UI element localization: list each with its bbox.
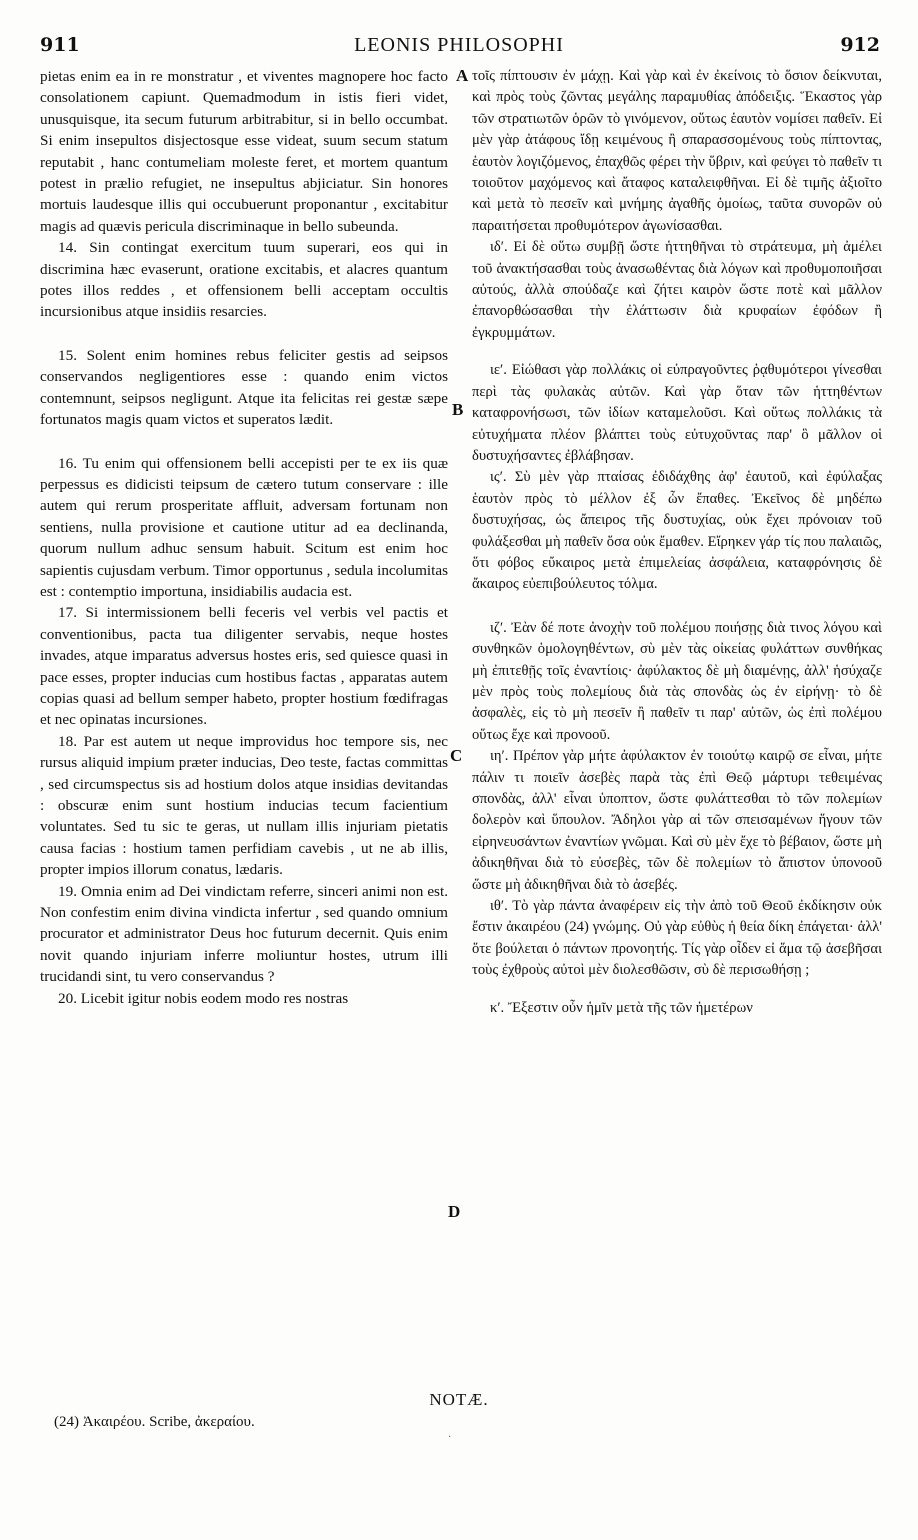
greek-paragraph-14: ιδʹ. Εἰ δὲ οὕτω συμβῇ ὥστε ἡττηθῆναι τὸ στράτευμα, μὴ ἀμέλει τοῦ ἀνακτήσασθαι τοὺς ἀνασωθέντας διὰ λόγων καὶ προθυμοποιῆσαι αὐτούς, ἀλλὰ σπούδαζε καὶ ζήτει καιρὸν ὥστε ποτὲ καὶ μᾶλλον ἐπανορθώσασθαι τὴν ἐλάττωσιν διὰ κρυφαίων ἐφόδων ἢ ἐγκρυμμάτων. xyxy=(472,239,882,341)
latin-paragraph-13-cont: pietas enim ea in re monstratur , et viventes magnopere hoc facto consolationem capiunt. Quemadmodum in istis fieri videt, unusquisque, ita secum futurum arbitrabitur, si in bello occumbat. Si enim insepultos disjectosque esse videat, suum secum statum reputabit , hanc contumeliam moleste feret, et mortem quantum potest in prælio refugiet, ne insepultus abjiciatur. Sin honores mortuis laudesque illis qui occubuerunt proponantur , excitabitur magis ad quævis pericula discriminaque in bello subeunda. xyxy=(40,68,448,235)
latin-paragraph-15: 15. Solent enim homines rebus feliciter gestis ad seipsos conservandos negligentiores esse : quando enim victos contemnunt, seipsos negligunt. Atque ita felicitas rei gestæ sæpe fortunatos magis quam victos et superatos lædit. xyxy=(40,346,448,429)
latin-paragraph-18: 18. Par est autem ut neque improvidus hoc tempore sis, nec rursus aliquid impium præter inducias, Deo teste, factas committas , sed circumspectus sis ad hostium dolos atque insidias devitandas : obscuræ enim sunt hostium inducias tecum facientium voluntates. Sed tu sic te geras, ut nullam illis injuriam pietatis causa facias : hostium tamen perfidiam cavebis , ut ne ab illis, propter impios illorum conatus, lædaris. xyxy=(40,732,448,879)
latin-paragraph-19: 19. Omnia enim ad Dei vindictam referre, sinceri animi non est. Non confestim enim divina vindicta infertur , sed quando omnium procurator et administrator Deus hoc futurum decernit. Quis enim novit quando injuriam inferre moliuntur hostes, utrum illi trucidandi sint, tu vero conservandus ? xyxy=(40,882,448,986)
latin-paragraph-17: 17. Si intermissionem belli feceris vel verbis vel pactis et conventionibus, pacta tua diligenter servabis, neque hostes invades, atque imparatus adversus hostes eris, sed quiesce quasi in pace esses, propter inducias cum hostibus factas , apparatas autem copias quasi ad bellum semper habeto, propter hostium fœdifragas et nec opinatas incursiones. xyxy=(40,604,448,729)
notes-heading: NOTÆ. xyxy=(429,1390,489,1409)
margin-marker-a: A xyxy=(456,66,469,85)
latin-paragraph-16: 16. Tu enim qui offensionem belli accepisti per te ex iis quæ perpessus es didicisti teipsum de cætero tutum conservare : ille autem qui rerum prosperitate affluit, adversam fortunam non sentiens, nulla provisione et cautione utitur ad ea declinanda, quorum nullum adhuc sensum habuit. Scitum est enim hoc sapientis cujusdam verbum. Timor opportunus , sedula incolumitas est : contemptio importuna, insidiabilis audacia est. xyxy=(40,454,448,600)
greek-paragraph-16: ιςʹ. Σὺ μὲν γὰρ πταίσας ἐδιδάχθης ἀφ' ἑαυτοῦ, καὶ ἐφύλαξας ἑαυτὸν πρὸς τὸ μέλλον ἐξ ὧν ἔπαθες. Ἐκεῖνος δὲ μηδέπω δυστυχήσας, ὡς ἄπειρος τῆς δυστυχίας, οὐκ ἔχει πρόνοιαν τοῦ φυλάξεσθαι μὴ παθεῖν ὅσα οὐκ ἔμαθεν. Εἴρηκεν γάρ τίς που παλαιῶς, ὅτι φόβος εὔκαιρος μετὰ ἐπιμελείας ἀσφάλεια, καταφρόνησις δὲ ἄκαιρος εὐεπιβούλευτος τόλμα. xyxy=(472,469,882,593)
greek-paragraph-20: κʹ. Ἔξεστιν οὖν ἡμῖν μετὰ τῆς τῶν ἡμετέρων xyxy=(490,999,753,1016)
page-number-left: 911 xyxy=(40,34,80,56)
latin-column xyxy=(40,66,448,1009)
margin-marker-c: C xyxy=(450,746,463,765)
page-number-right: 912 xyxy=(840,34,880,56)
bottom-dot-mark: · xyxy=(448,1432,452,1443)
greek-paragraph-13-cont: τοῖς πίπτουσιν ἐν μάχῃ. Καὶ γὰρ καὶ ἐν ἐκείνοις τὸ ὅσιον δείκνυται, καὶ πρὸς τοὺς ζῶντας μεγάλης παραμυθίας ἀπόδειξις. Ἕκαστος γὰρ τῶν στρατιωτῶν ὁρῶν τὸ γινόμενον, οὕτως ἑαυτὸν νομίσει παθεῖν. Εἰ μὲν γὰρ ἀτάφους ἴδῃ κειμένους ἢ σπαρασσομένους τοὺς πίπτοντας, ἑαυτὸν λογιζόμενος, ἐπαχθῶς φέρει τὴν ὕβριν, καὶ φεύγει τὸ παθεῖν τι τοιοῦτον μαχόμενος καὶ ἄταφος καταλειφθῆναι. Εἰ δὲ τιμῆς ἀξιοῖτο καὶ μετὰ τὸ πεσεῖν καὶ μνήμης ἀγαθῆς ὁμοίως, ταῦτα συνορῶν οὐ παραιτήσεται προθυμότερον ἀγωνίσασθαι. xyxy=(472,68,882,234)
footnote-24: (24) Ἀκαιρέου. Scribe, ἀκεραίου. xyxy=(54,1414,255,1430)
margin-marker-b: B xyxy=(452,400,464,419)
running-title: LEONIS PHILOSOPHI xyxy=(354,34,564,56)
greek-paragraph-15: ιεʹ. Εἰώθασι γὰρ πολλάκις οἱ εὐπραγοῦντες ῥᾳθυμότεροι γίνεσθαι περὶ τὰς φυλακὰς αὐτῶν. Καὶ γὰρ ὅταν τῶν ἡττηθέντων καταφρονήσωσι, τῶν ἰδίων καταμελοῦσι. Καὶ οὕτως πολλάκις τὰ εὐτυχήματα πλέον βλάπτει τοὺς εὐτυχοῦντας παρ' ὃ μᾶλλον οἱ δυστυχήσαντες ἐβλάβησαν. xyxy=(472,362,882,464)
greek-paragraph-19: ιθʹ. Τὸ γὰρ πάντα ἀναφέρειν εἰς τὴν ἀπὸ τοῦ Θεοῦ ἐκδίκησιν οὐκ ἔστιν ἀκαιρέου (24) γνώμης. Οὐ γὰρ εὐθὺς ἡ θεία δίκη ἐπάγεται· ἀλλ' ὅτε βούλεται ὁ πάντων προνοητής. Τίς γὰρ οἶδεν εἰ ἅμα τῷ ἀσεβῆσαι τοὺς ἐχθροὺς αὐτοὶ μὲν διολεσθῶσιν, σὺ δὲ περισωθήσῃ ; xyxy=(472,898,882,979)
latin-paragraph-14: 14. Sin contingat exercitum tuum superari, eos qui in discrimina hæc evaserunt, oratione excitabis, et alacres quantum potes illos reddes , et offensionem belli acceptam occultis incursionibus atque insidiis resarcies. xyxy=(40,239,448,321)
margin-marker-d: D xyxy=(448,1202,461,1221)
latin-paragraph-20: 20. Licebit igitur nobis eodem modo res nostras xyxy=(58,989,349,1007)
running-header xyxy=(0,32,918,62)
greek-paragraph-18: ιηʹ. Πρέπον γὰρ μήτε ἀφύλακτον ἐν τοιούτῳ καιρῷ σε εἶναι, μήτε πάλιν τι ποιεῖν ἀσεβὲς παρὰ τὰς ἐπὶ Θεῷ μάρτυρι τεθειμένας σπονδὰς, ἀλλ' εἶναι ὑποπτον, ὥστε φυλάττεσθαι τὸ τῶν πολεμίων δολερὸν καὶ ὕπουλον. Ἄδηλοι γὰρ αἱ τῶν σπεισαμένων ἥγουν τῶν εἰρηνευσάντων ἐναντίων γνῶμαι. Καὶ σὺ μὲν ἔχε τὸ βέβαιον, ὥστε μὴ ἀδικηθῆναι διὰ τὸ εὐσεβὲς, τῶν δὲ πολεμίων τὸ ἄπιστον ὑπονοοῦ ὥστε μὴ ἀδικηθῆναι διὰ τὸ ἀσεβές. xyxy=(472,748,882,893)
greek-column xyxy=(472,66,882,1019)
greek-paragraph-17: ιζʹ. Ἐὰν δέ ποτε ἀνοχὴν τοῦ πολέμου ποιήσῃς διὰ τινος λόγου καὶ συνθηκῶν ὁμολογηθέντων, σὺ μὲν τὰς οἰκείας φυλάττων συνθήκας μὴ ἐπιτεθῇς τοῖς ἐναντίοις· ἀφύλακτος δὲ μὴ διαμένῃς, ἀλλ' ἡσύχαζε μὲν πρὸς τοὺς πολεμίους διὰ τὰς σπονδὰς ὡς ἐν εἰρήνῃ· τὸ δὲ ἀσφαλὲς, εἰς τὸ μὴ πεσεῖν ἢ παθεῖν τι παρ' αὐτῶν, ὡς ἐπὶ πολέμου οὕτως ἔχε καὶ προνοοῦ. xyxy=(472,619,882,743)
